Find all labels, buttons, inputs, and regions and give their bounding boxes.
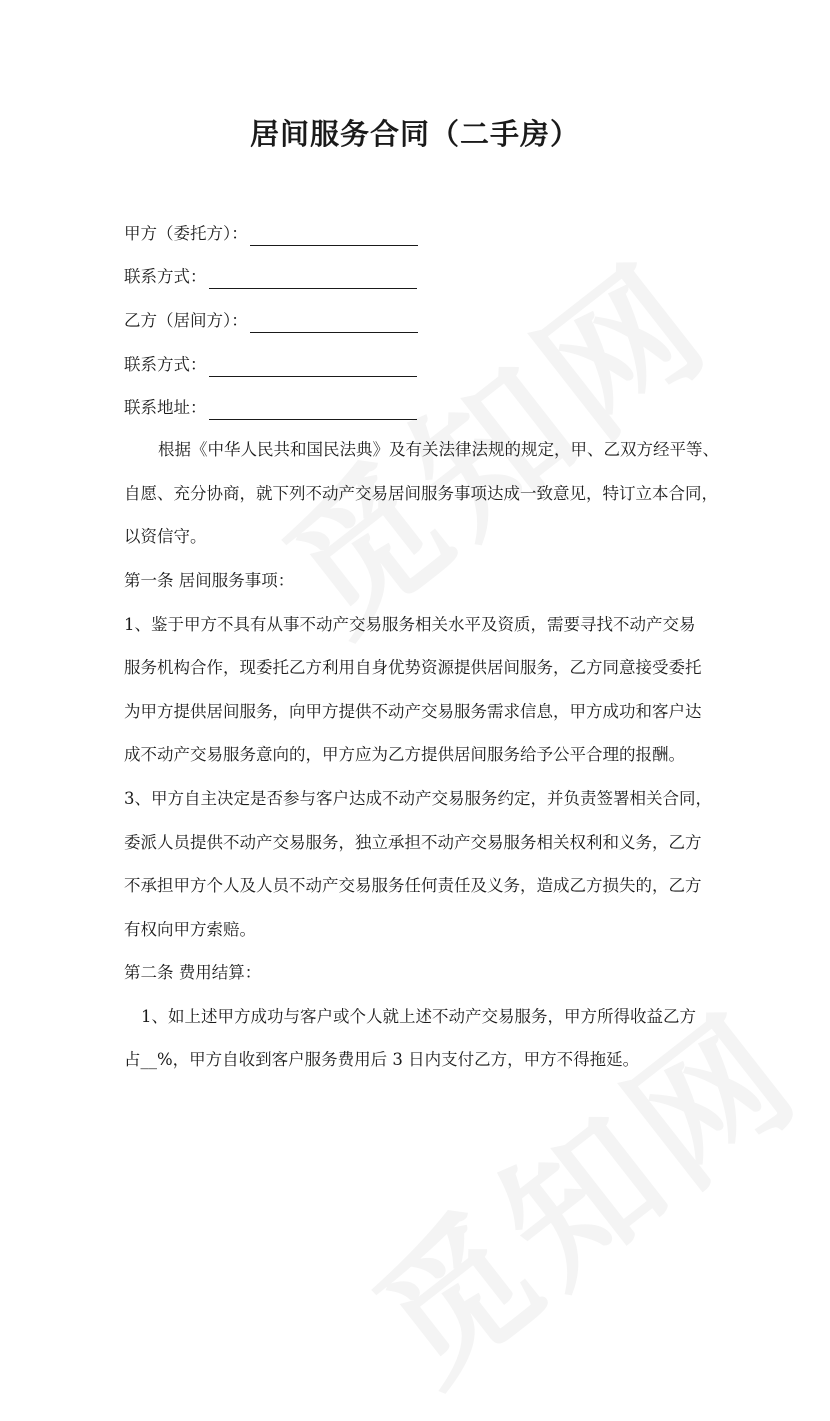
article1-item3-line: 3、甲方自主决定是否参与客户达成不动产交易服务约定，并负责签署相关合同， [124,788,712,808]
party-a-label: 甲方（委托方）： [124,224,248,243]
party-a-blank [250,225,418,246]
intro-line: 根据《中华人民共和国民法典》及有关法律法规的规定，甲、乙双方经平等、 [158,440,719,459]
article1-item3-line: 有权向甲方索赔。 [124,919,256,939]
party-a-field [124,222,418,246]
contact1-field [124,265,417,289]
article1-item1-line: 成不动产交易服务意向的，甲方应为乙方提供居间服务给予公平合理的报酬。 [124,745,685,765]
address-field [124,396,417,420]
article2-item1-line: 占__%，甲方自收到客户服务费用后 3 日内支付乙方，甲方不得拖延。 [124,1050,640,1070]
party-b-blank [250,312,418,333]
article1-item1-line: 服务机构合作，现委托乙方利用自身优势资源提供居间服务，乙方同意接受委托 [124,658,702,678]
contact1-label: 联系方式： [124,267,207,286]
article1-item3-line: 委派人员提供不动产交易服务，独立承担不动产交易服务相关权利和义务，乙方 [124,832,702,852]
contact2-field [124,353,417,377]
article2 [124,951,714,1082]
intro-line: 以资信守。 [124,527,207,547]
article2-heading: 第二条 费用结算： [124,963,262,982]
intro-line: 自愿、充分协商，就下列不动产交易居间服务事项达成一致意见，特订立本合同， [124,483,718,503]
address-blank [209,399,417,420]
article1-item1-line: 为甲方提供居间服务，向甲方提供不动产交易服务需求信息，甲方成功和客户达 [124,701,702,721]
contact2-blank [209,356,417,377]
article1 [124,559,714,951]
address-label: 联系地址： [124,398,207,417]
party-b-label: 乙方（居间方）： [124,311,248,330]
article1-item3-line: 不承担甲方个人及人员不动产交易服务任何责任及义务，造成乙方损失的，乙方 [124,876,702,896]
party-b-field [124,309,418,333]
intro-paragraph [124,428,719,559]
contact1-blank [209,268,417,289]
document-title: 居间服务合同（二手房） [249,117,580,151]
article1-item1-line: 1、鉴于甲方不具有从事不动产交易服务相关水平及资质，需要寻找不动产交易 [124,614,696,634]
article1-heading: 第一条 居间服务事项： [124,571,295,590]
article2-item1-line: 1、如上述甲方成功与客户或个人就上述不动产交易服务，甲方所得收益乙方 [141,1006,696,1026]
contact2-label: 联系方式： [124,355,207,374]
